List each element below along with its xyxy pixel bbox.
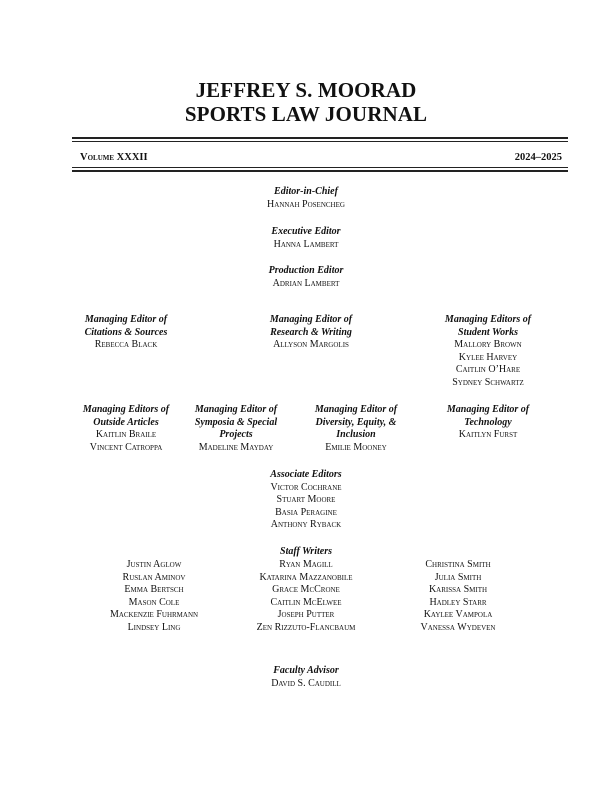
person-name: Joseph Putter [277,609,335,621]
managing-editor-technology-block [428,404,548,442]
person-name: Kaylee Vampola [423,609,493,621]
person-name: Hadley Starr [429,596,487,608]
associate-editors-block [206,469,406,532]
person-name: Sydney Schwartz [452,376,524,388]
editor-in-chief-block [206,186,406,211]
person-name: Emma Bertsch [124,584,184,596]
person-name: Stuart Moore [276,494,336,506]
role-title: Executive Editor [271,226,341,237]
executive-editor-block [206,226,406,251]
person-name: Katarina Mazzanobile [259,571,353,583]
volume-row [80,152,562,163]
person-name: Mallory Brown [454,339,522,351]
staff-writers-right-column [398,559,518,635]
person-name: David S. Caudill [271,677,341,689]
person-name: Anthony Ryback [270,519,342,531]
person-name: Hanna Lambert [273,238,339,250]
person-name: Emilie Mooney [325,441,387,453]
managing-editor-citations-block [66,314,186,352]
managing-editor-symposia-block [180,404,292,454]
managing-editor-research-block [246,314,376,352]
role-title: Staff Writers [280,546,332,557]
person-name: Victor Cochrane [270,481,342,493]
top-double-rule-lower [72,141,568,142]
journal-title-line2: SPORTS LAW JOURNAL [184,102,428,126]
staff-writers-heading-block [206,546,406,559]
person-name: Caitlin McElwee [270,596,342,608]
person-name: Mason Cole [128,596,180,608]
managing-editors-student-works-block [428,314,548,390]
person-name: Hannah Posencheg [267,198,345,210]
role-title: Managing Editor of Research & Writing [269,314,353,338]
role-title: Managing Editors of Outside Articles [82,404,170,428]
role-title: Managing Editor of Technology [446,404,530,428]
role-title: Managing Editor of Symposia & Special Projects [194,404,278,441]
bottom-double-rule-upper [72,167,568,168]
person-name: Mackenzie Fuhrmann [109,609,199,621]
person-name: Kylee Harvey [458,351,518,363]
volume-label: Volume XXXII [80,152,148,163]
person-name: Grace McCrone [272,584,340,596]
person-name: Ryan Magill [279,559,333,570]
person-name: Kaitlyn Furst [458,429,518,441]
person-name: Lindsey Ling [127,621,181,633]
production-editor-block [206,265,406,290]
person-name: Madeline Mayday [198,441,274,453]
person-name: Julia Smith [434,571,482,583]
role-title: Editor-in-Chief [274,186,338,197]
volume-years: 2024–2025 [514,152,562,163]
managing-editors-outside-articles-block [68,404,184,454]
staff-writers-center-column [226,559,386,635]
role-title: Managing Editors of Student Works [444,314,532,338]
person-name: Allyson Margolis [273,339,349,351]
person-name: Vanessa Wydeven [420,621,496,633]
managing-editor-dei-block [298,404,414,454]
journal-title-line1: JEFFREY S. MOORAD [195,78,417,102]
top-double-rule-upper [72,137,568,139]
person-name: Kaitlin Braile [95,429,157,441]
person-name: Karissa Smith [428,584,488,596]
person-name: Justin Aglow [126,559,182,570]
role-title: Managing Editor of Citations & Sources [84,314,168,338]
person-name: Basia Peragine [275,506,337,518]
role-title: Associate Editors [270,469,342,480]
person-name: Vincent Catroppa [89,441,163,453]
person-name: Zen Rizzuto-Flancbaum [256,621,356,633]
role-title: Faculty Advisor [273,665,339,676]
staff-writers-left-column [86,559,222,635]
person-name: Rebecca Black [94,339,158,351]
person-name: Caitlin O’Hare [455,364,521,376]
person-name: Christina Smith [425,559,491,570]
role-title: Managing Editor of Diversity, Equity, & Inclusion [314,404,398,441]
person-name: Ruslan Aminov [122,571,186,583]
person-name: Adrian Lambert [272,277,340,289]
bottom-double-rule-lower [72,170,568,172]
role-title: Production Editor [268,265,344,276]
faculty-advisor-block [206,665,406,690]
